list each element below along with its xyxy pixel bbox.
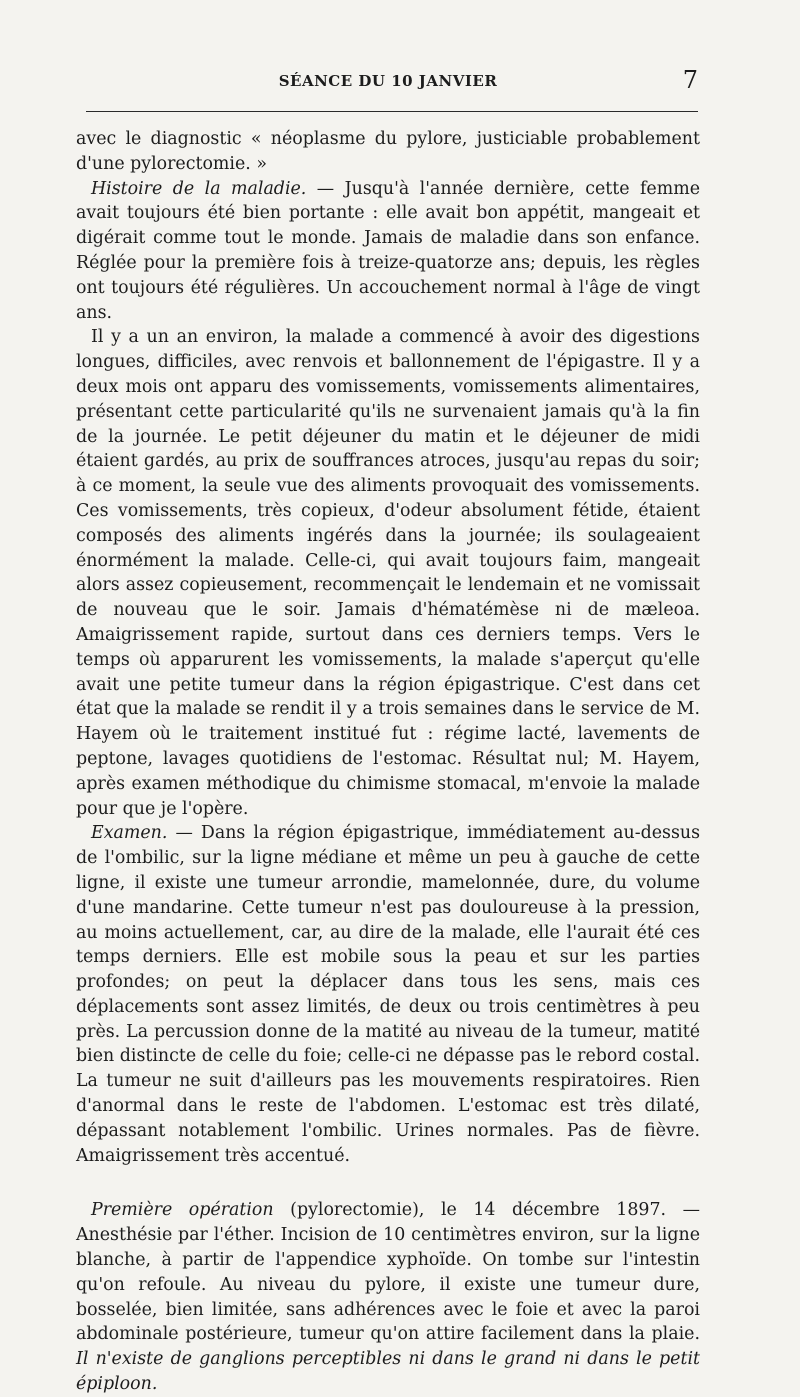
paragraph-text: — Jusqu'à l'année dernière, cette femme avait toujours été bien portante : elle avait bon appétit, mangeait et digérait comme tout le monde. Jamais de maladie dans son enfance. Réglée pour la première fois à treize-quatorze ans; depuis, les règles ont toujours été régulières. Un accouchement normal à l'âge de vingt ans. [76,178,700,323]
paragraph-lead: Première opération [91,1200,274,1221]
paragraph-text: — Dans la région épigastrique, immédiatement au-dessus de l'ombilic, sur la ligne médiane et même un peu à gauche de cette ligne, il existe une tumeur arrondie, mamelonnée, dure, du volume d'une mandarine. Cette tumeur n'est pas douloureuse à la pression, au moins actuellement, car, au dire de la malade, elle l'aurait été ces temps derniers. Elle est mobile sous la peau et sur les parties profondes; on peut la déplacer dans tous les sens, mais ces déplacements sont assez limités, de deux ou trois centimètres à peu près. La percussion donne de la matité au niveau de la tumeur, matité bien distincte de celle du foie; celle-ci ne dépasse pas le rebord costal. La tumeur ne suit d'ailleurs pas les mouvements respiratoires. Rien d'anormal dans le reste de l'abdomen. L'estomac est très dilaté, dépassant notablement l'ombilic. Urines normales. Pas de fièvre. Amaigrissement très accentué. [76,823,700,1166]
section-gap [76,1168,700,1198]
paragraph [76,1198,700,1396]
paragraph-text: Il y a un an environ, la malade a commencé à avoir des digestions longues, difficiles, avec renvois et ballonnement de l'épigastre. Il y a deux mois ont apparu des vomissements, vomissements alimentaires, présentant cette particularité qu'ils ne survenaient jamais qu'à la fin de la journée. Le petit déjeuner du matin et le déjeuner de midi étaient gardés, au prix de souffrances atroces, jusqu'au repas du soir; à ce moment, la seule vue des aliments provoquait des vomissements. Ces vomissements, très copieux, d'odeur absolument fétide, étaient composés des aliments ingérés dans la journée; ils soulageaient énormément la malade. Celle-ci, qui avait toujours faim, mangeait alors assez copieusement, recommençait le lendemain et ne vomissait de nouveau que le soir. Jamais d'hématémèse ni de mæleoa. Amaigrissement rapide, surtout dans ces derniers temps. Vers le temps où apparurent les vomissements, la malade s'aperçut qu'elle avait une petite tumeur dans la région épigastrique. C'est dans cet état que la malade se rendit il y a trois semaines dans le service de M. Hayem où le traitement institué fut : régime lacté, lavements de peptone, lavages quotidiens de l'estomac. Résultat nul; M. Hayem, après examen méthodique du chimisme stomacal, m'envoie la malade pour que je l'opère. [76,327,700,819]
paragraph-text: avec le diagnostic « néoplasme du pylore, justiciable probablement d'une pylorectomie. » [76,129,700,174]
body-text [76,127,700,1397]
paragraph [76,177,700,326]
header-title: SÉANCE DU 10 JANVIER [278,72,498,90]
paragraph [76,325,700,821]
paragraph-tail: Il n'existe de ganglions perceptibles ni dans le grand ni dans le petit épiploon. [76,1349,700,1395]
running-header [76,66,700,96]
paragraph-lead: Examen. [91,823,168,844]
paragraph-lead: Histoire de la maladie. [91,178,307,199]
paragraph-text: (pylorectomie), le 14 décembre 1897. — Anesthésie par l'éther. Incision de 10 centimètres environ, sur la ligne blanche, à partir de l'appendice xyphoïde. On tombe sur l'intestin qu'on refoule. Au niveau du pylore, il existe une tumeur dure, bosselée, bien limitée, sans adhérences avec le foie et avec la paroi abdominale postérieure, tumeur qu'on attire facilement dans la plaie. [76,1200,700,1345]
header-rule [86,111,698,112]
paragraph [76,821,700,1168]
paragraph [76,127,700,177]
page-number: 7 [682,66,698,94]
